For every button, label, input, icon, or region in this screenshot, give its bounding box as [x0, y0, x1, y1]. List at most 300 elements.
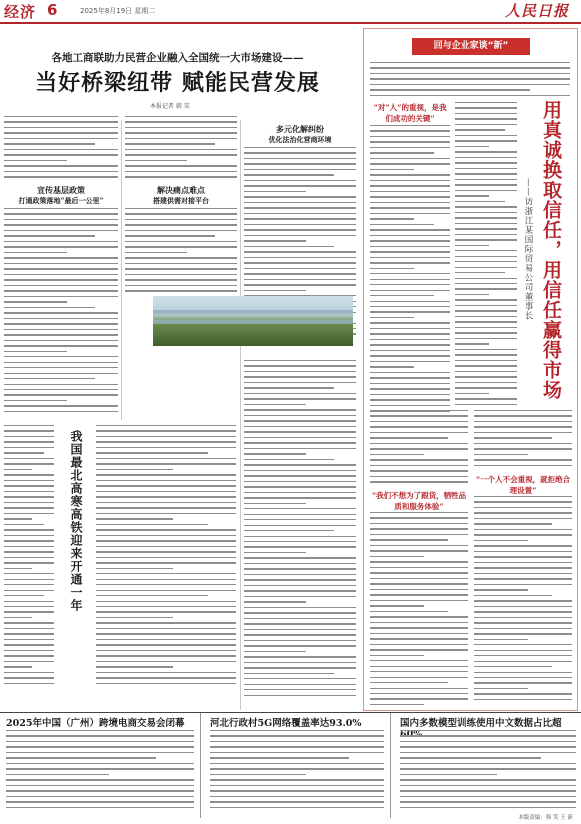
- text-line: [244, 530, 334, 531]
- text-line: [370, 257, 450, 258]
- text-line: [455, 118, 517, 119]
- text-line: [4, 362, 118, 363]
- text-line: [244, 290, 306, 291]
- text-line: [96, 639, 236, 640]
- text-line: [244, 579, 356, 580]
- text-line: [125, 279, 237, 280]
- column-text: [210, 730, 384, 812]
- text-line: [244, 651, 306, 652]
- text-line: [4, 312, 118, 313]
- text-line: [125, 252, 187, 253]
- text-line: [455, 250, 517, 251]
- text-line: [455, 201, 505, 202]
- text-line: [96, 513, 236, 514]
- text-line: [4, 469, 32, 470]
- text-line: [96, 469, 173, 470]
- text-line: [96, 485, 236, 486]
- text-line: [244, 623, 356, 624]
- text-line: [455, 223, 517, 224]
- column-text: [474, 410, 572, 470]
- text-line: [370, 583, 468, 584]
- text-line: [244, 147, 356, 148]
- text-line: [4, 491, 54, 492]
- text-line: [4, 143, 95, 144]
- text-line: [455, 102, 517, 103]
- text-line: [370, 454, 424, 455]
- text-line: [474, 443, 572, 444]
- text-line: [244, 629, 356, 630]
- text-line: [474, 465, 572, 466]
- text-line: [474, 507, 572, 508]
- text-line: [370, 174, 450, 175]
- text-line: [96, 628, 236, 629]
- text-line: [474, 666, 552, 667]
- text-line: [4, 507, 54, 508]
- text-line: [455, 393, 489, 394]
- text-line: [4, 546, 54, 547]
- text-line: [370, 89, 530, 90]
- text-line: [370, 328, 450, 329]
- text-line: [4, 219, 118, 220]
- text-line: [244, 420, 356, 421]
- text-line: [244, 218, 356, 219]
- text-line: [455, 217, 517, 218]
- column-text: [244, 360, 356, 700]
- text-line: [370, 448, 468, 449]
- text-line: [370, 235, 450, 236]
- subhead: 宣传基层政策: [37, 185, 85, 195]
- text-line: [6, 796, 194, 797]
- bottom-divider: [390, 713, 391, 818]
- text-line: [370, 470, 468, 471]
- text-line: [455, 332, 517, 333]
- column-divider: [121, 120, 122, 420]
- text-line: [4, 551, 54, 552]
- text-line: [455, 365, 517, 366]
- text-line: [474, 437, 552, 438]
- text-line: [370, 410, 468, 411]
- column-text: [370, 512, 468, 709]
- text-line: [125, 154, 237, 155]
- feature-subhead: ——访浙江某国际贸易公司董事长: [523, 178, 533, 321]
- text-line: [474, 567, 572, 568]
- text-line: [474, 421, 572, 422]
- text-line: [96, 562, 236, 563]
- text-line: [210, 752, 384, 753]
- text-line: [4, 138, 118, 139]
- text-line: [370, 130, 450, 131]
- text-line: [474, 545, 572, 546]
- text-line: [125, 213, 237, 214]
- text-line: [455, 179, 517, 180]
- text-line: [474, 595, 552, 596]
- text-line: [244, 552, 306, 553]
- text-line: [125, 263, 237, 264]
- text-line: [455, 124, 517, 125]
- text-line: [4, 378, 95, 379]
- text-line: [370, 698, 468, 699]
- text-line: [400, 796, 576, 797]
- text-line: [474, 410, 572, 411]
- text-line: [6, 807, 194, 808]
- text-line: [370, 339, 450, 340]
- column-text: [400, 730, 576, 812]
- text-line: [4, 502, 54, 503]
- text-line: [455, 404, 517, 405]
- text-line: [96, 579, 236, 580]
- text-line: [96, 480, 236, 481]
- text-line: [244, 240, 306, 241]
- text-line: [370, 476, 468, 477]
- text-line: [6, 757, 156, 758]
- text-line: [455, 228, 517, 229]
- text-line: [400, 801, 576, 802]
- text-line: [96, 557, 236, 558]
- text-line: [4, 573, 54, 574]
- text-line: [370, 185, 450, 186]
- date-line: 2025年8月19日 星期二: [80, 7, 156, 15]
- text-line: [125, 127, 237, 128]
- text-line: [4, 672, 54, 673]
- text-line: [4, 524, 44, 525]
- text-line: [370, 306, 450, 307]
- text-line: [244, 459, 334, 460]
- text-line: [244, 442, 356, 443]
- text-line: [474, 534, 572, 535]
- text-line: [4, 351, 67, 352]
- text-line: [244, 475, 356, 476]
- text-line: [370, 246, 450, 247]
- text-line: [244, 273, 356, 274]
- text-line: [244, 574, 356, 575]
- text-line: [370, 344, 450, 345]
- text-line: [96, 655, 236, 656]
- text-line: [4, 176, 118, 177]
- text-line: [96, 644, 236, 645]
- text-line: [244, 684, 356, 685]
- text-line: [370, 671, 468, 672]
- text-line: [455, 157, 517, 158]
- text-line: [244, 464, 356, 465]
- text-line: [400, 735, 576, 736]
- text-line: [370, 355, 450, 356]
- text-line: [125, 208, 237, 209]
- text-line: [455, 349, 517, 350]
- text-line: [4, 666, 32, 667]
- text-line: [4, 165, 118, 166]
- text-line: [244, 492, 356, 493]
- text-line: [4, 279, 118, 280]
- feature-quote-head: “对”人”的重视，是我们成功的关键”: [373, 103, 447, 123]
- text-line: [244, 673, 334, 674]
- text-line: [370, 383, 450, 384]
- text-line: [4, 263, 118, 264]
- text-line: [4, 160, 67, 161]
- text-line: [4, 677, 54, 678]
- photo-detail: [153, 310, 353, 314]
- text-line: [244, 191, 306, 192]
- text-line: [210, 801, 384, 802]
- column-text: [125, 208, 237, 296]
- text-line: [96, 535, 236, 536]
- text-line: [96, 584, 236, 585]
- text-line: [6, 735, 194, 736]
- text-line: [96, 661, 236, 662]
- text-line: [125, 224, 237, 225]
- lead-kicker: 各地工商联助力民营企业融入全国统一大市场建设——: [51, 52, 304, 64]
- text-line: [455, 343, 489, 344]
- text-line: [96, 546, 236, 547]
- text-line: [4, 611, 54, 612]
- text-line: [455, 354, 517, 355]
- text-line: [244, 662, 356, 663]
- text-line: [125, 219, 237, 220]
- text-line: [455, 360, 517, 361]
- text-line: [455, 327, 517, 328]
- text-line: [455, 310, 517, 311]
- text-line: [370, 600, 468, 601]
- text-line: [370, 262, 450, 263]
- text-line: [455, 195, 489, 196]
- text-line: [125, 160, 187, 161]
- text-line: [370, 399, 450, 400]
- text-line: [96, 496, 236, 497]
- text-line: [370, 290, 450, 291]
- text-line: [474, 556, 572, 557]
- column-text: [125, 116, 237, 182]
- text-line: [244, 180, 356, 181]
- text-line: [370, 218, 414, 219]
- text-line: [244, 158, 356, 159]
- text-line: [474, 639, 528, 640]
- text-line: [455, 206, 517, 207]
- text-line: [244, 508, 356, 509]
- text-line: [370, 523, 468, 524]
- text-line: [370, 677, 468, 678]
- text-line: [370, 240, 450, 241]
- text-line: [244, 568, 356, 569]
- text-line: [370, 512, 468, 513]
- text-line: [210, 785, 384, 786]
- text-line: [474, 628, 572, 629]
- text-line: [6, 763, 194, 764]
- text-line: [125, 171, 237, 172]
- text-line: [244, 213, 356, 214]
- text-line: [370, 169, 414, 170]
- text-line: [455, 283, 517, 284]
- text-line: [474, 617, 572, 618]
- feature-quote-head: “一个人不会重视，就拒绝合理设置”: [475, 475, 571, 495]
- text-line: [125, 116, 237, 117]
- text-line: [455, 239, 517, 240]
- text-line: [370, 136, 450, 137]
- text-line: [4, 617, 32, 618]
- page-number: 6: [47, 1, 58, 19]
- text-line: [4, 345, 118, 346]
- text-line: [4, 430, 54, 431]
- text-line: [370, 202, 450, 203]
- text-line: [125, 241, 237, 242]
- text-line: [474, 523, 552, 524]
- text-line: [125, 121, 237, 122]
- text-line: [455, 294, 489, 295]
- text-line: [370, 147, 450, 148]
- text-line: [210, 807, 384, 808]
- subhead-line: 优化法治化营商环境: [268, 135, 332, 144]
- text-line: [370, 528, 468, 529]
- text-line: [96, 524, 208, 525]
- text-line: [244, 519, 356, 520]
- text-line: [370, 545, 468, 546]
- text-line: [4, 463, 54, 464]
- feature-intro: [370, 62, 570, 100]
- text-line: [455, 321, 517, 322]
- text-line: [96, 666, 173, 667]
- text-line: [370, 649, 468, 650]
- text-line: [455, 135, 517, 136]
- text-line: [4, 513, 54, 514]
- text-line: [370, 366, 414, 367]
- text-line: [244, 163, 356, 164]
- column-text: [4, 116, 118, 182]
- masthead-rule: [0, 22, 581, 24]
- text-line: [474, 688, 528, 689]
- text-line: [244, 448, 356, 449]
- text-line: [370, 405, 450, 406]
- text-line: [244, 497, 356, 498]
- text-line: [125, 132, 237, 133]
- text-line: [244, 152, 356, 153]
- text-line: [6, 746, 194, 747]
- text-line: [455, 288, 517, 289]
- text-line: [455, 398, 517, 399]
- text-line: [244, 360, 356, 361]
- text-line: [244, 207, 356, 208]
- bottom-rule: [0, 712, 581, 713]
- text-line: [370, 633, 468, 634]
- text-line: [370, 333, 450, 334]
- text-line: [244, 246, 334, 247]
- photo-detail: [153, 320, 353, 324]
- text-line: [4, 683, 54, 684]
- column-divider: [240, 120, 241, 710]
- text-line: [244, 590, 356, 591]
- text-line: [244, 376, 356, 377]
- text-line: [4, 400, 67, 401]
- text-line: [4, 590, 54, 591]
- text-line: [370, 539, 448, 540]
- text-line: [370, 534, 468, 535]
- text-line: [6, 785, 194, 786]
- text-line: [4, 132, 118, 133]
- text-line: [244, 196, 356, 197]
- text-line: [455, 382, 517, 383]
- text-line: [474, 693, 572, 694]
- text-line: [370, 152, 434, 153]
- text-line: [474, 540, 528, 541]
- text-line: [244, 387, 334, 388]
- text-line: [474, 518, 572, 519]
- text-line: [474, 611, 572, 612]
- text-line: [370, 567, 468, 568]
- text-line: [4, 436, 54, 437]
- text-line: [244, 678, 356, 679]
- text-line: [244, 437, 356, 438]
- text-line: [474, 677, 572, 678]
- text-line: [210, 746, 384, 747]
- text-line: [370, 279, 450, 280]
- text-line: [370, 622, 468, 623]
- text-line: [370, 550, 468, 551]
- text-line: [125, 285, 237, 286]
- text-line: [370, 372, 450, 373]
- lead-photo: [153, 296, 353, 346]
- text-line: [455, 107, 517, 108]
- text-line: [244, 262, 356, 263]
- text-line: [4, 340, 118, 341]
- text-line: [474, 501, 572, 502]
- text-line: [400, 741, 576, 742]
- text-line: [244, 365, 356, 366]
- text-line: [96, 502, 236, 503]
- text-line: [370, 295, 434, 296]
- text-line: [4, 474, 54, 475]
- text-line: [474, 672, 572, 673]
- text-line: [4, 535, 54, 536]
- text-line: [244, 202, 356, 203]
- text-line: [370, 78, 570, 79]
- text-line: [244, 470, 356, 471]
- bottom-story-headline: 2025年中国（广州）跨境电商交易会闭幕: [6, 718, 185, 729]
- text-line: [370, 589, 468, 590]
- text-line: [4, 285, 118, 286]
- text-line: [4, 622, 54, 623]
- text-line: [244, 409, 356, 410]
- text-line: [370, 388, 450, 389]
- text-line: [96, 683, 236, 684]
- column-text: [370, 125, 450, 421]
- text-line: [96, 573, 236, 574]
- column-text: [4, 425, 54, 688]
- text-line: [370, 517, 468, 518]
- text-line: [370, 443, 468, 444]
- text-line: [244, 695, 356, 696]
- text-line: [370, 62, 570, 63]
- text-line: [474, 415, 572, 416]
- newspaper-logo: 人民日报: [504, 2, 569, 20]
- text-line: [6, 730, 194, 731]
- text-line: [474, 633, 572, 634]
- text-line: [96, 617, 173, 618]
- text-line: [244, 541, 356, 542]
- text-line: [455, 371, 517, 372]
- text-line: [96, 551, 236, 552]
- text-line: [4, 121, 118, 122]
- text-line: [244, 503, 306, 504]
- text-line: [96, 452, 208, 453]
- text-line: [210, 741, 384, 742]
- feature-headline: 用真诚换取信任，用信任赢得市场: [540, 100, 562, 400]
- text-line: [4, 224, 118, 225]
- text-line: [244, 563, 356, 564]
- text-line: [96, 436, 236, 437]
- text-line: [4, 644, 54, 645]
- text-line: [244, 634, 356, 635]
- text-line: [244, 486, 356, 487]
- text-line: [370, 284, 450, 285]
- text-line: [4, 116, 118, 117]
- text-line: [4, 628, 54, 629]
